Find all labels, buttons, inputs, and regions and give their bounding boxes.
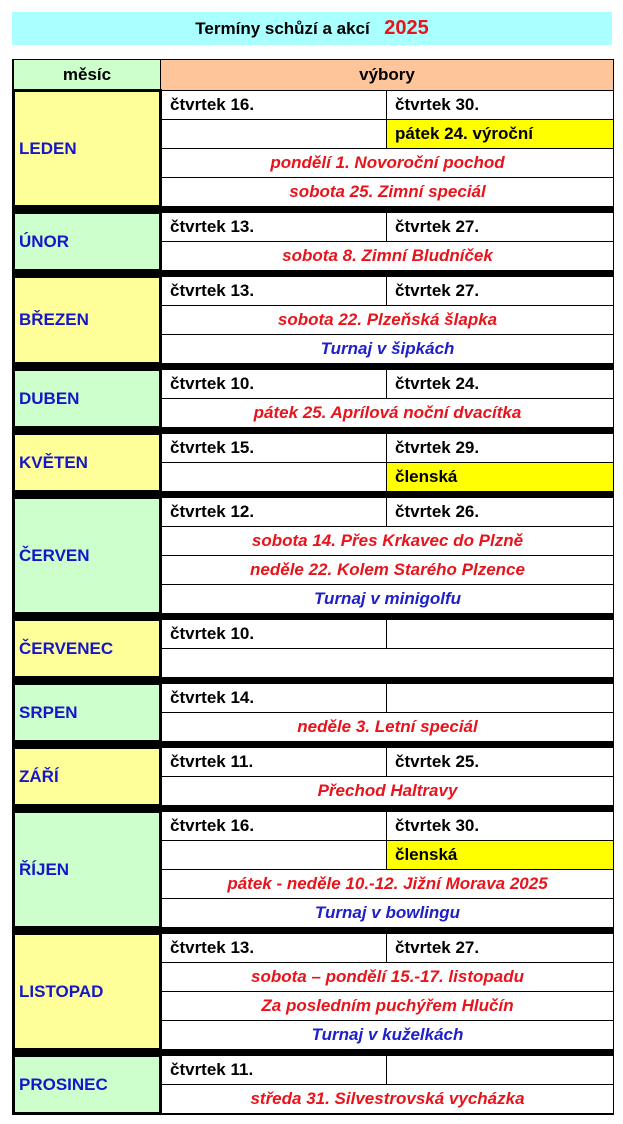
empty-cell [161, 649, 614, 678]
highlight-meeting: členská [387, 463, 614, 492]
table-row [14, 748, 614, 777]
meeting-date: čtvrtek 29. [387, 434, 614, 463]
event: sobota 8. Zimní Bludníček [161, 242, 614, 271]
meeting-date: čtvrtek 30. [387, 812, 614, 841]
table-row [14, 213, 614, 242]
month-kveten: KVĚTEN [14, 434, 161, 492]
meeting-date: čtvrtek 16. [161, 812, 387, 841]
meeting-date: čtvrtek 13. [161, 277, 387, 306]
tournament: Turnaj v bowlingu [161, 899, 614, 928]
title-bar [12, 12, 612, 45]
empty-cell [387, 1056, 614, 1085]
month-zari: ZÁŘÍ [14, 748, 161, 806]
table-row [14, 684, 614, 713]
meeting-date: čtvrtek 30. [387, 91, 614, 120]
header-month: měsíc [14, 60, 161, 91]
month-cervenec: ČERVENEC [14, 620, 161, 678]
title-year: 2025 [384, 17, 429, 39]
meeting-date: čtvrtek 25. [387, 748, 614, 777]
event: sobota 22. Plzeňská šlapka [161, 306, 614, 335]
month-prosinec: PROSINEC [14, 1056, 161, 1114]
empty-cell [161, 841, 387, 870]
month-leden: LEDEN [14, 91, 161, 207]
empty-cell [387, 684, 614, 713]
event: Přechod Haltravy [161, 777, 614, 806]
meeting-date: čtvrtek 10. [161, 370, 387, 399]
event: sobota – pondělí 15.-17. listopadu [161, 963, 614, 992]
event: Za posledním puchýřem Hlučín [161, 992, 614, 1021]
month-duben: DUBEN [14, 370, 161, 428]
meeting-date: čtvrtek 16. [161, 91, 387, 120]
event: pátek 25. Aprílová noční dvacítka [161, 399, 614, 428]
meeting-date: čtvrtek 10. [161, 620, 387, 649]
empty-cell [387, 620, 614, 649]
meeting-date: čtvrtek 24. [387, 370, 614, 399]
month-brezen: BŘEZEN [14, 277, 161, 364]
schedule-table [12, 59, 614, 1115]
meeting-date: čtvrtek 11. [161, 1056, 387, 1085]
table-row [14, 498, 614, 527]
tournament: Turnaj v minigolfu [161, 585, 614, 614]
event: středa 31. Silvestrovská vycházka [161, 1085, 614, 1114]
meeting-date: čtvrtek 27. [387, 213, 614, 242]
month-rijen: ŘÍJEN [14, 812, 161, 928]
table-row [14, 91, 614, 120]
tournament: Turnaj v kuželkách [161, 1021, 614, 1050]
meeting-date: čtvrtek 13. [161, 934, 387, 963]
table-row [14, 934, 614, 963]
tournament: Turnaj v šipkách [161, 335, 614, 364]
table-row [14, 434, 614, 463]
meeting-date: čtvrtek 14. [161, 684, 387, 713]
empty-cell [161, 463, 387, 492]
highlight-meeting: pátek 24. výroční [387, 120, 614, 149]
highlight-meeting: členská [387, 841, 614, 870]
meeting-date: čtvrtek 26. [387, 498, 614, 527]
table-row [14, 277, 614, 306]
meeting-date: čtvrtek 13. [161, 213, 387, 242]
meeting-date: čtvrtek 27. [387, 934, 614, 963]
header-committees: výbory [161, 60, 614, 91]
table-row [14, 1056, 614, 1085]
month-cerven: ČERVEN [14, 498, 161, 614]
event: pondělí 1. Novoroční pochod [161, 149, 614, 178]
table-row [14, 370, 614, 399]
meeting-date: čtvrtek 15. [161, 434, 387, 463]
meeting-date: čtvrtek 12. [161, 498, 387, 527]
event: neděle 3. Letní speciál [161, 713, 614, 742]
meeting-date: čtvrtek 27. [387, 277, 614, 306]
page-title: Termíny schůzí a akcí [195, 19, 370, 38]
event: pátek - neděle 10.-12. Jižní Morava 2025 [161, 870, 614, 899]
header-row [14, 60, 614, 91]
month-srpen: SRPEN [14, 684, 161, 742]
empty-cell [161, 120, 387, 149]
table-row [14, 812, 614, 841]
event: sobota 14. Přes Krkavec do Plzně [161, 527, 614, 556]
month-listopad: LISTOPAD [14, 934, 161, 1050]
event: neděle 22. Kolem Starého Plzence [161, 556, 614, 585]
meeting-date: čtvrtek 11. [161, 748, 387, 777]
month-unor: ÚNOR [14, 213, 161, 271]
event: sobota 25. Zimní speciál [161, 178, 614, 207]
table-row [14, 620, 614, 649]
